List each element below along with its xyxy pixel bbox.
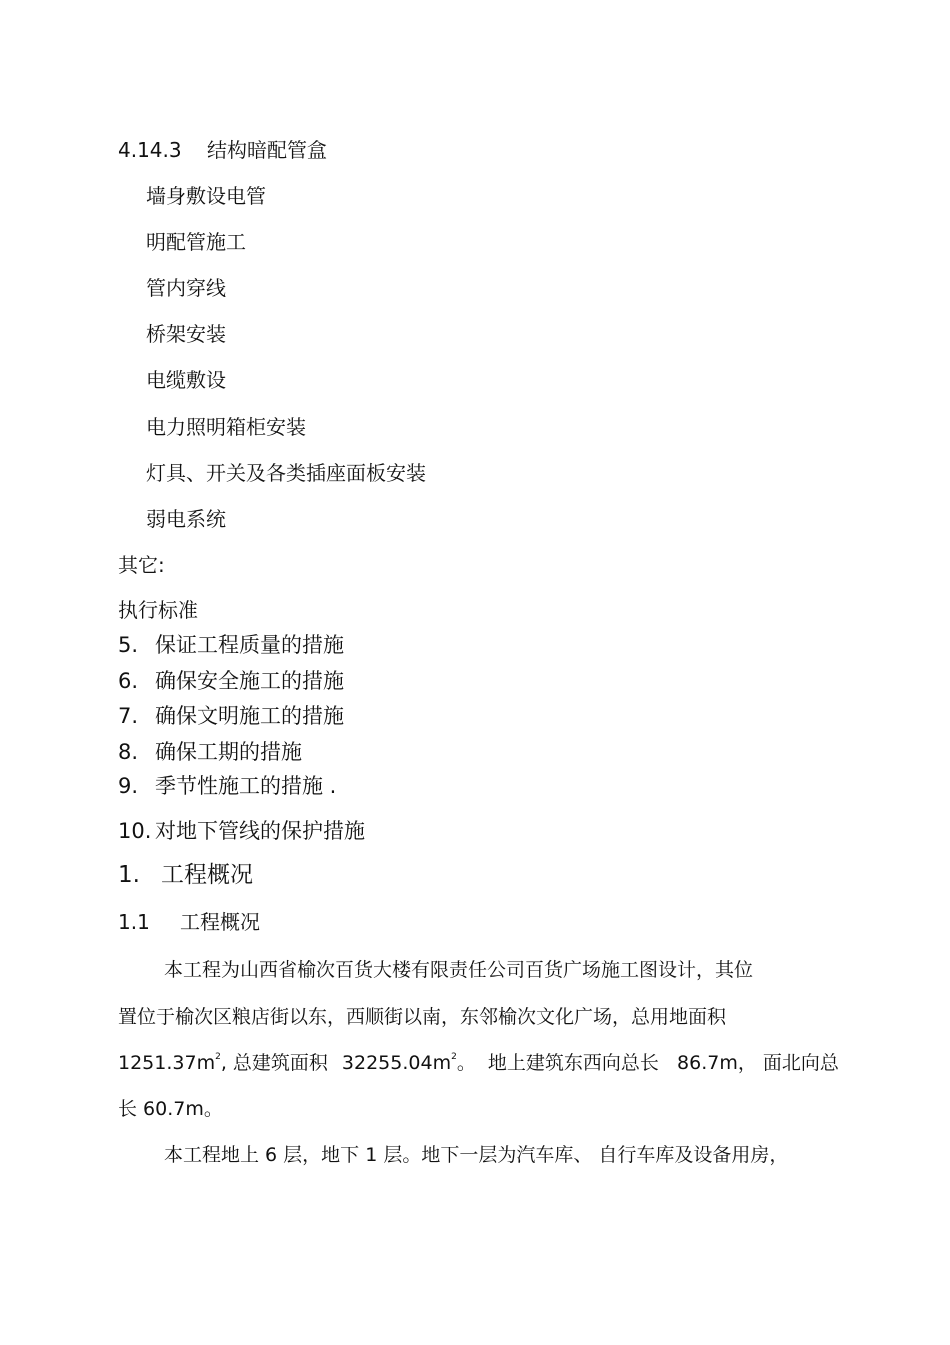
heading-1	[118, 861, 253, 889]
paragraph-1-line-3	[118, 1051, 839, 1075]
toc-item-text: 确保工期的措施	[155, 740, 302, 764]
paragraph-1-line-1: 本工程为山西省榆次百货大楼有限责任公司百货广场施工图设计，其位	[164, 959, 754, 981]
toc-item	[118, 669, 344, 693]
toc-item-number: 5.	[118, 633, 139, 657]
toc-sub-item: 管内穿线	[146, 276, 226, 300]
toc-item-text: 对地下管线的保护措施	[155, 819, 365, 843]
heading-1-1	[118, 910, 260, 934]
toc-item-number: 6.	[118, 669, 139, 693]
site-area: 1251.37m	[118, 1052, 216, 1074]
section-title: 结构暗配管盒	[207, 138, 327, 162]
toc-4-14-3	[118, 138, 327, 162]
superscript: 2	[215, 1052, 221, 1062]
toc-other: 其它:	[118, 553, 165, 577]
toc-item	[118, 704, 344, 728]
paragraph-2-line-1: 本工程地上 6 层，地下 1 层。地下一层为汽车库、 自行车库及设备用房，	[164, 1144, 789, 1166]
toc-sub-item: 电力照明箱柜安装	[146, 415, 306, 439]
heading-number: 1.	[118, 862, 140, 888]
toc-item-text: 季节性施工的措施 .	[155, 774, 337, 798]
toc-item-text: 确保安全施工的措施	[155, 669, 344, 693]
building-area: 32255.04m	[341, 1052, 452, 1074]
heading-title: 工程概况	[180, 910, 260, 934]
toc-item-text: 保证工程质量的措施	[155, 633, 344, 657]
toc-item	[118, 633, 344, 657]
text: 。 地上建筑东西向总长 86.7m， 面北向总	[456, 1052, 839, 1074]
toc-item	[118, 740, 302, 764]
superscript: 2	[451, 1052, 457, 1062]
toc-item	[118, 819, 365, 843]
text: , 总建筑面积	[220, 1052, 328, 1074]
toc-sub-item: 弱电系统	[146, 507, 226, 531]
toc-item-number: 9.	[118, 774, 139, 798]
toc-sub-item: 桥架安装	[146, 322, 226, 346]
heading-title: 工程概况	[161, 862, 253, 888]
paragraph-1-line-2: 置位于榆次区粮店街以东，西顺街以南，东邻榆次文化广场，总用地面积	[118, 1006, 727, 1028]
toc-item-number: 8.	[118, 740, 139, 764]
toc-standard: 执行标准	[118, 598, 198, 622]
toc-item	[118, 774, 336, 798]
toc-sub-item: 墙身敷设电管	[146, 184, 266, 208]
toc-sub-item: 电缆敷设	[146, 368, 226, 392]
toc-sub-item: 灯具、开关及各类插座面板安装	[146, 461, 426, 485]
toc-item-number: 7.	[118, 704, 139, 728]
section-number: 4.14.3	[118, 138, 182, 162]
heading-number: 1.1	[118, 910, 150, 934]
toc-item-number: 10.	[118, 819, 152, 843]
toc-item-text: 确保文明施工的措施	[155, 704, 344, 728]
paragraph-1-line-4: 长 60.7m。	[118, 1098, 223, 1120]
toc-sub-item: 明配管施工	[146, 230, 246, 254]
